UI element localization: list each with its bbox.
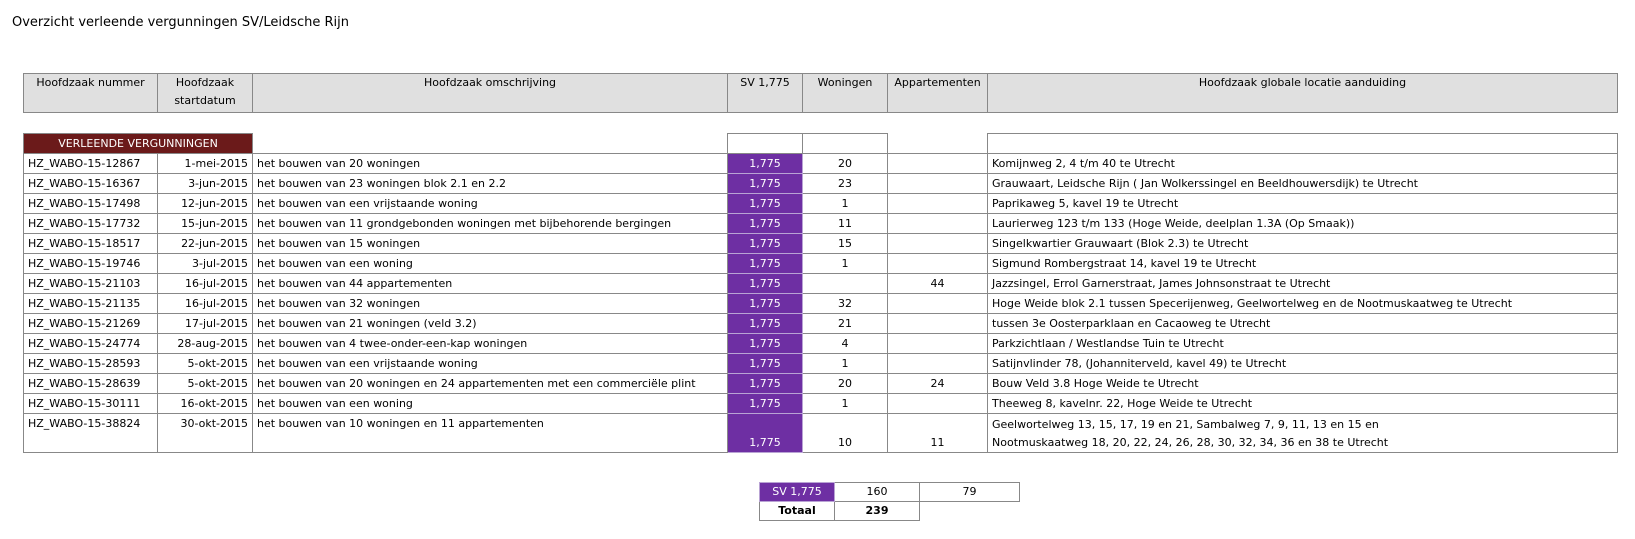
table-header-row bbox=[24, 74, 1618, 113]
table-row[interactable] bbox=[24, 194, 1618, 214]
cell-locatie[interactable]: Theeweg 8, kavelnr. 22, Hoge Weide te Utrecht bbox=[988, 394, 1618, 414]
cell-locatie[interactable]: Satijnvlinder 78, (Johanniterveld, kavel 49) te Utrecht bbox=[988, 354, 1618, 374]
col-header-sv[interactable]: SV 1,775 bbox=[728, 74, 803, 113]
cell-nummer[interactable]: HZ_WABO-15-16367 bbox=[24, 174, 158, 194]
totals-table bbox=[759, 482, 1020, 521]
table-row[interactable] bbox=[24, 174, 1618, 194]
cell-locatie[interactable]: Hoge Weide blok 2.1 tussen Specerijenweg, Geelwortelweg en de Nootmuskaatweg te Utrecht bbox=[988, 294, 1618, 314]
cell-datum[interactable]: 16-jul-2015 bbox=[158, 294, 253, 314]
cell-appartementen[interactable] bbox=[888, 314, 988, 334]
totaal-label: Totaal bbox=[760, 502, 835, 521]
cell-omschrijving[interactable]: het bouwen van 23 woningen blok 2.1 en 2.2 bbox=[253, 174, 728, 194]
locatie-line-1: Geelwortelweg 13, 15, 17, 19 en 21, Sambalweg 7, 9, 11, 13 en 15 en bbox=[992, 418, 1379, 431]
cell-appartementen[interactable]: 11 bbox=[888, 414, 988, 453]
cell-appartementen[interactable] bbox=[888, 334, 988, 354]
cell-woningen[interactable]: 1 bbox=[803, 354, 888, 374]
cell-appartementen[interactable] bbox=[888, 214, 988, 234]
cell-nummer[interactable]: HZ_WABO-15-38824 bbox=[24, 414, 158, 453]
cell-woningen[interactable] bbox=[803, 274, 888, 294]
cell-locatie[interactable]: Sigmund Rombergstraat 14, kavel 19 te Utrecht bbox=[988, 254, 1618, 274]
cell-omschrijving[interactable]: het bouwen van 20 woningen bbox=[253, 154, 728, 174]
cell-omschrijving[interactable]: het bouwen van 15 woningen bbox=[253, 234, 728, 254]
cell-nummer[interactable]: HZ_WABO-15-17498 bbox=[24, 194, 158, 214]
cell-nummer[interactable]: HZ_WABO-15-18517 bbox=[24, 234, 158, 254]
cell-omschrijving[interactable]: het bouwen van 20 woningen en 24 appartementen met een commerciële plint bbox=[253, 374, 728, 394]
cell-sv[interactable]: 1,775 bbox=[728, 254, 803, 274]
table-row[interactable] bbox=[24, 154, 1618, 174]
cell-nummer[interactable]: HZ_WABO-15-24774 bbox=[24, 334, 158, 354]
page-title: Overzicht verleende vergunningen SV/Leidsche Rijn bbox=[12, 15, 350, 30]
cell-appartementen[interactable] bbox=[888, 154, 988, 174]
table-row[interactable] bbox=[24, 314, 1618, 334]
cell-sv[interactable]: 1,775 bbox=[728, 154, 803, 174]
totaal-value: 239 bbox=[835, 502, 920, 521]
cell-sv[interactable]: 1,775 bbox=[728, 374, 803, 394]
cell-omschrijving[interactable]: het bouwen van 10 woningen en 11 appartementen bbox=[253, 414, 728, 453]
table-row[interactable] bbox=[24, 374, 1618, 394]
cell-nummer[interactable]: HZ_WABO-15-21103 bbox=[24, 274, 158, 294]
section-row bbox=[24, 134, 1618, 154]
cell-locatie[interactable] bbox=[988, 414, 1618, 453]
cell-nummer[interactable]: HZ_WABO-15-17732 bbox=[24, 214, 158, 234]
cell-appartementen[interactable] bbox=[888, 394, 988, 414]
table-row[interactable] bbox=[24, 414, 1618, 453]
cell-woningen[interactable]: 20 bbox=[803, 154, 888, 174]
cell-locatie[interactable]: Singelkwartier Grauwaart (Blok 2.3) te Utrecht bbox=[988, 234, 1618, 254]
cell-woningen[interactable]: 32 bbox=[803, 294, 888, 314]
col-header-omschrijving[interactable]: Hoofdzaak omschrijving bbox=[253, 74, 728, 113]
cell-omschrijving[interactable]: het bouwen van 44 appartementen bbox=[253, 274, 728, 294]
cell-locatie[interactable]: Parkzichtlaan / Westlandse Tuin te Utrecht bbox=[988, 334, 1618, 354]
cell-datum[interactable]: 3-jun-2015 bbox=[158, 174, 253, 194]
table-row[interactable] bbox=[24, 234, 1618, 254]
spacer-row bbox=[24, 113, 1618, 134]
cell-nummer[interactable]: HZ_WABO-15-21269 bbox=[24, 314, 158, 334]
cell-sv[interactable]: 1,775 bbox=[728, 274, 803, 294]
cell-locatie[interactable]: Grauwaart, Leidsche Rijn ( Jan Wolkerssingel en Beeldhouwersdijk) te Utrecht bbox=[988, 174, 1618, 194]
table-row[interactable] bbox=[24, 394, 1618, 414]
section-label: VERLEENDE VERGUNNINGEN bbox=[24, 134, 253, 154]
table-row[interactable] bbox=[24, 254, 1618, 274]
cell-appartementen[interactable]: 24 bbox=[888, 374, 988, 394]
cell-appartementen[interactable] bbox=[888, 174, 988, 194]
col-header-woningen[interactable]: Woningen bbox=[803, 74, 888, 113]
cell-sv[interactable]: 1,775 bbox=[728, 314, 803, 334]
cell-locatie[interactable]: Jazzsingel, Errol Garnerstraat, James Johnsonstraat te Utrecht bbox=[988, 274, 1618, 294]
cell-woningen[interactable]: 11 bbox=[803, 214, 888, 234]
table-row[interactable] bbox=[24, 214, 1618, 234]
cell-nummer[interactable]: HZ_WABO-15-21135 bbox=[24, 294, 158, 314]
cell-omschrijving[interactable]: het bouwen van een vrijstaande woning bbox=[253, 194, 728, 214]
cell-datum[interactable]: 12-jun-2015 bbox=[158, 194, 253, 214]
cell-appartementen[interactable] bbox=[888, 294, 988, 314]
cell-datum[interactable]: 16-okt-2015 bbox=[158, 394, 253, 414]
totals-woningen: 160 bbox=[835, 483, 920, 502]
cell-datum[interactable]: 15-jun-2015 bbox=[158, 214, 253, 234]
cell-sv[interactable]: 1,775 bbox=[728, 294, 803, 314]
cell-omschrijving[interactable]: het bouwen van een woning bbox=[253, 254, 728, 274]
cell-sv[interactable]: 1,775 bbox=[728, 194, 803, 214]
cell-datum[interactable]: 30-okt-2015 bbox=[158, 414, 253, 453]
cell-datum[interactable]: 5-okt-2015 bbox=[158, 374, 253, 394]
cell-sv[interactable]: 1,775 bbox=[728, 334, 803, 354]
table-row[interactable] bbox=[24, 274, 1618, 294]
cell-woningen[interactable]: 1 bbox=[803, 194, 888, 214]
cell-sv[interactable]: 1,775 bbox=[728, 394, 803, 414]
cell-woningen[interactable]: 4 bbox=[803, 334, 888, 354]
cell-appartementen[interactable] bbox=[888, 254, 988, 274]
cell-nummer[interactable]: HZ_WABO-15-28593 bbox=[24, 354, 158, 374]
table-row[interactable] bbox=[24, 354, 1618, 374]
cell-appartementen[interactable] bbox=[888, 194, 988, 214]
cell-appartementen[interactable]: 44 bbox=[888, 274, 988, 294]
cell-datum[interactable]: 3-jul-2015 bbox=[158, 254, 253, 274]
cell-omschrijving[interactable]: het bouwen van 21 woningen (veld 3.2) bbox=[253, 314, 728, 334]
cell-datum[interactable]: 5-okt-2015 bbox=[158, 354, 253, 374]
cell-sv[interactable]: 1,775 bbox=[728, 354, 803, 374]
cell-datum[interactable]: 28-aug-2015 bbox=[158, 334, 253, 354]
cell-datum[interactable]: 1-mei-2015 bbox=[158, 154, 253, 174]
cell-omschrijving[interactable]: het bouwen van 4 twee-onder-een-kap woningen bbox=[253, 334, 728, 354]
totals-appartementen: 79 bbox=[920, 483, 1020, 502]
table-row[interactable] bbox=[24, 334, 1618, 354]
cell-locatie[interactable]: Komijnweg 2, 4 t/m 40 te Utrecht bbox=[988, 154, 1618, 174]
cell-sv[interactable]: 1,775 bbox=[728, 234, 803, 254]
cell-appartementen[interactable] bbox=[888, 234, 988, 254]
cell-locatie[interactable]: tussen 3e Oosterparklaan en Cacaoweg te Utrecht bbox=[988, 314, 1618, 334]
col-header-appartementen[interactable]: Appartementen bbox=[888, 74, 988, 113]
cell-omschrijving[interactable]: het bouwen van 32 woningen bbox=[253, 294, 728, 314]
cell-datum[interactable]: 16-jul-2015 bbox=[158, 274, 253, 294]
cell-locatie[interactable]: Bouw Veld 3.8 Hoge Weide te Utrecht bbox=[988, 374, 1618, 394]
cell-woningen[interactable]: 21 bbox=[803, 314, 888, 334]
col-header-locatie[interactable]: Hoofdzaak globale locatie aanduiding bbox=[988, 74, 1618, 113]
permits-table bbox=[23, 73, 1618, 453]
cell-nummer[interactable]: HZ_WABO-15-30111 bbox=[24, 394, 158, 414]
grand-total-row bbox=[760, 502, 1020, 521]
cell-woningen[interactable]: 15 bbox=[803, 234, 888, 254]
cell-omschrijving[interactable]: het bouwen van 11 grondgebonden woningen met bijbehorende bergingen bbox=[253, 214, 728, 234]
cell-appartementen[interactable] bbox=[888, 354, 988, 374]
cell-nummer[interactable]: HZ_WABO-15-12867 bbox=[24, 154, 158, 174]
locatie-line-2: Nootmuskaatweg 18, 20, 22, 24, 26, 28, 30, 32, 34, 36 en 38 te Utrecht bbox=[992, 436, 1389, 449]
table-row[interactable] bbox=[24, 294, 1618, 314]
cell-nummer[interactable]: HZ_WABO-15-19746 bbox=[24, 254, 158, 274]
totals-sv-label: SV 1,775 bbox=[760, 483, 835, 502]
cell-locatie[interactable]: Paprikaweg 5, kavel 19 te Utrecht bbox=[988, 194, 1618, 214]
cell-omschrijving[interactable]: het bouwen van een vrijstaande woning bbox=[253, 354, 728, 374]
cell-nummer[interactable]: HZ_WABO-15-28639 bbox=[24, 374, 158, 394]
cell-woningen[interactable]: 20 bbox=[803, 374, 888, 394]
cell-woningen[interactable]: 23 bbox=[803, 174, 888, 194]
cell-locatie[interactable]: Laurierweg 123 t/m 133 (Hoge Weide, deelplan 1.3A (Op Smaak)) bbox=[988, 214, 1618, 234]
col-header-startdatum[interactable]: Hoofdzaak startdatum bbox=[158, 74, 253, 113]
cell-datum[interactable]: 17-jul-2015 bbox=[158, 314, 253, 334]
cell-sv[interactable]: 1,775 bbox=[728, 214, 803, 234]
cell-omschrijving[interactable]: het bouwen van een woning bbox=[253, 394, 728, 414]
totals-row bbox=[760, 483, 1020, 502]
cell-sv[interactable]: 1,775 bbox=[728, 174, 803, 194]
cell-woningen[interactable]: 1 bbox=[803, 394, 888, 414]
cell-sv[interactable]: 1,775 bbox=[728, 414, 803, 453]
cell-woningen[interactable]: 1 bbox=[803, 254, 888, 274]
cell-datum[interactable]: 22-jun-2015 bbox=[158, 234, 253, 254]
col-header-nummer[interactable]: Hoofdzaak nummer bbox=[24, 74, 158, 113]
cell-woningen[interactable]: 10 bbox=[803, 414, 888, 453]
